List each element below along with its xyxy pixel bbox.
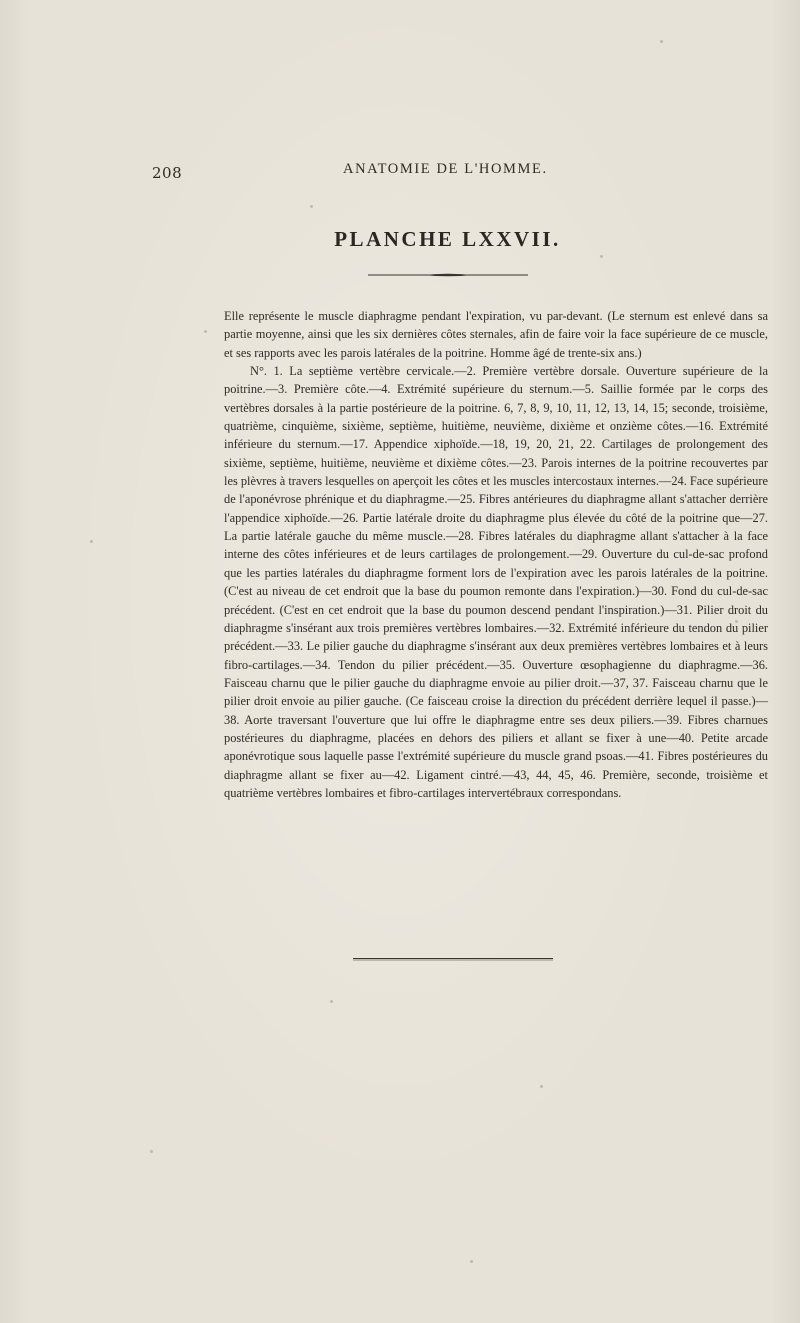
page-number: 208	[152, 164, 183, 182]
running-head: ANATOMIE DE L'HOMME.	[343, 161, 548, 177]
paper-speck	[90, 540, 93, 543]
paper-speck	[660, 40, 663, 43]
ornamental-rule-bottom	[353, 957, 553, 961]
intro-paragraph: Elle représente le muscle diaphragme pendant l'expiration, vu par-devant. (Le sternum est enlevé dans sa partie moyenne, ainsi que les six dernières côtes sternales, afin de faire voir la face supérieure de ce muscle, et ses rapports avec les parois latérales de la poitrine. Homme âgé de trente-six ans.)	[224, 309, 768, 360]
paper-speck	[150, 1150, 153, 1153]
ornamental-rule-top	[368, 273, 528, 277]
legend-paragraph: N°. 1. La septième vertèbre cervicale.—2. Première vertèbre dorsale. Ouverture supérieure de la poitrine.—3. Première côte.—4. Extrémité supérieure du sternum.—5. Saillie formée par le corps des vertèbres dorsales à la partie postérieure de la poitrine. 6, 7, 8, 9, 10, 11, 12, 13, 14, 15; seconde, troisième, quatrième, cinquième, sixième, septième, huitième, neuvième, dixième et onzième côtes.—16. Extrémité inférieure du sternum.—17. Appendice xiphoïde.—18, 19, 20, 21, 22. Cartilages de prolongement des sixième, septième, huitième, neuvième et dixième côtes.—23. Parois internes de la poitrine recouvertes par les plèvres à travers lesquelles on aperçoit les côtes et les muscles intercostaux internes.—24. Face supérieure de l'aponévrose phrénique et du diaphragme.—25. Fibres antérieures du diaphragme allant s'attacher derrière l'appendice xiphoïde.—26. Partie latérale droite du diaphragme plus élevée du côté de la poitrine que—27. La partie latérale gauche du même muscle.—28. Fibres latérales du diaphragme allant s'attacher à la face interne des côtes inférieures et de leurs cartilages de prolongement.—29. Ouverture du cul-de-sac profond que les parties latérales du diaphragme forment lors de l'expiration avec les parois latérales de la poitrine. (C'est au niveau de cet endroit que la base du poumon remonte dans l'expiration.)—30. Fond du cul-de-sac précédent. (C'est en cet endroit que la base du poumon descend pendant l'inspiration.)—31. Pilier droit du diaphragme s'insérant aux trois premières vertèbres lombaires.—32. Extrémité inférieure du tendon du pilier précédent.—33. Le pilier gauche du diaphragme s'insérant aux deux premières vertèbres lombaires et à leurs fibro-cartilages.—34. Tendon du pilier précédent.—35. Ouverture œsophagienne du diaphragme.—36. Faisceau charnu que le pilier gauche du diaphragme envoie au pilier droit.—37, 37. Faisceau charnu que le pilier droit envoie au pilier gauche. (Ce faisceau croise la direction du précédent derrière lequel il passe.)—38. Aorte traversant l'ouverture que lui offre le diaphragme entre ses deux piliers.—39. Fibres charnues postérieures du diaphragme, placées en dehors des piliers et allant se fixer à une—40. Petite arcade aponévrotique sous laquelle passe l'extrémité supérieure du muscle grand psoas.—41. Fibres postérieures du diaphragme allant se fixer au—42. Ligament cintré.—43, 44, 45, 46. Première, seconde, troisième et quatrième vertèbres lombaires et fibro-cartilages intervertébraux correspondans.	[224, 364, 768, 800]
plate-description	[224, 307, 768, 802]
paper-speck	[330, 1000, 333, 1003]
paper-speck	[540, 1085, 543, 1088]
paper-speck	[470, 1260, 473, 1263]
plate-title: PLANCHE LXXVII.	[334, 227, 561, 251]
paper-speck	[204, 330, 207, 333]
paper-speck	[310, 205, 313, 208]
paper-speck	[600, 255, 603, 258]
